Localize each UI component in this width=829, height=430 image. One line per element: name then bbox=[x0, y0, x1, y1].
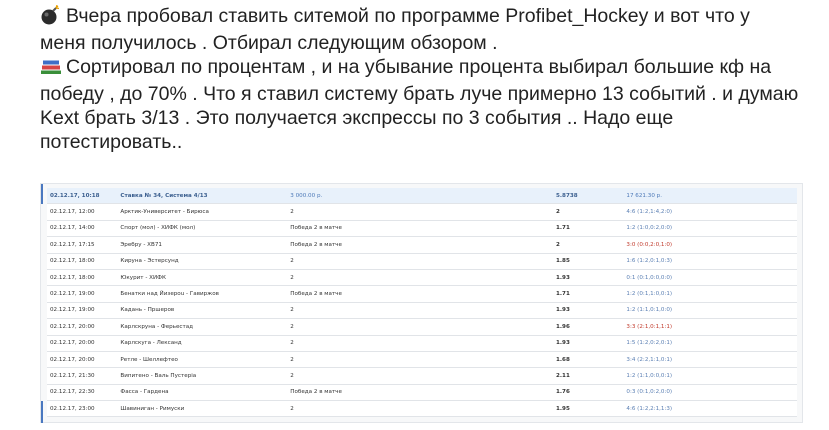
row-bet: Победа 2 в матче bbox=[287, 237, 553, 253]
row-match: Спорт (мол) - ХИФК (мол) bbox=[117, 220, 287, 236]
row-match: Карлскуга - Лександ bbox=[117, 335, 287, 351]
row-match: Ретле - Шеллефтео bbox=[117, 351, 287, 367]
bet-screenshot bbox=[40, 183, 803, 423]
row-score: 3:0 (0:0,2:0,1:0) bbox=[623, 237, 797, 253]
table-row bbox=[47, 368, 797, 384]
row-match: Фасса - Гардена bbox=[117, 384, 287, 400]
post-line-3 bbox=[40, 55, 820, 82]
row-bet: 2 bbox=[287, 368, 553, 384]
table-row bbox=[47, 319, 797, 335]
row-datetime: 02.12.17, 18:00 bbox=[47, 253, 117, 269]
row-odd: 2 bbox=[553, 237, 623, 253]
post-text-2: меня получилось . Отбирал следующим обзором . bbox=[40, 32, 498, 54]
row-odd: 1.93 bbox=[553, 335, 623, 351]
bet-table bbox=[47, 188, 797, 417]
blue-marker-top bbox=[41, 184, 43, 204]
table-row bbox=[47, 253, 797, 269]
row-bet: 2 bbox=[287, 351, 553, 367]
row-bet: 2 bbox=[287, 401, 553, 417]
row-match: Випитено - Валь Пустерia bbox=[117, 368, 287, 384]
table-row bbox=[47, 204, 797, 220]
row-odd: 2.11 bbox=[553, 368, 623, 384]
row-match: Кируна - Эстерсунд bbox=[117, 253, 287, 269]
row-bet: Победа 2 в матче bbox=[287, 220, 553, 236]
table-row bbox=[47, 335, 797, 351]
row-score: 4:6 (1:2,2:1,1:3) bbox=[623, 401, 797, 417]
row-datetime: 02.12.17, 12:00 bbox=[47, 204, 117, 220]
row-score: 0:3 (0:1,0:2,0:0) bbox=[623, 384, 797, 400]
row-score: 1:5 (1:2,0:2,0:1) bbox=[623, 335, 797, 351]
table-row bbox=[47, 384, 797, 400]
row-bet: 2 bbox=[287, 204, 553, 220]
row-match: Кадань - Пршеров bbox=[117, 302, 287, 318]
row-match: Бенатки над Йизерou - Гавиржов bbox=[117, 286, 287, 302]
row-datetime: 02.12.17, 22:30 bbox=[47, 384, 117, 400]
row-score: 4:6 (1:2,1:4,2:0) bbox=[623, 204, 797, 220]
row-datetime: 02.12.17, 19:00 bbox=[47, 286, 117, 302]
post-text-6: потестировать.. bbox=[40, 131, 183, 153]
blue-marker-bottom bbox=[41, 401, 43, 423]
row-match: Юкурит - ХИФК bbox=[117, 269, 287, 285]
header-datetime: 02.12.17, 10:18 bbox=[47, 188, 117, 204]
table-row bbox=[47, 237, 797, 253]
post-text-3: Сортировал по процентам , и на убывание процента выбирал большие кф на bbox=[66, 56, 772, 78]
row-datetime: 02.12.17, 20:00 bbox=[47, 335, 117, 351]
post-text bbox=[40, 4, 820, 154]
row-bet: 2 bbox=[287, 335, 553, 351]
row-odd: 1.95 bbox=[553, 401, 623, 417]
books-icon bbox=[40, 56, 62, 82]
row-odd: 1.85 bbox=[553, 253, 623, 269]
row-score: 1:2 (1:1,0:1,0:0) bbox=[623, 302, 797, 318]
row-odd: 2 bbox=[553, 204, 623, 220]
row-datetime: 02.12.17, 17:15 bbox=[47, 237, 117, 253]
row-match: Шавиниган - Римуски bbox=[117, 401, 287, 417]
row-datetime: 02.12.17, 21:30 bbox=[47, 368, 117, 384]
row-score: 3:4 (2:2,1:1,0:1) bbox=[623, 351, 797, 367]
post-text-1: Вчера пробовал ставить ситемой по программе Profibet_Hockey и вот что у bbox=[66, 5, 750, 27]
row-match: Карлскруна - Ферьестад bbox=[117, 319, 287, 335]
row-odd: 1.93 bbox=[553, 302, 623, 318]
row-bet: Победа 2 в матче bbox=[287, 286, 553, 302]
table-row bbox=[47, 302, 797, 318]
table-row bbox=[47, 220, 797, 236]
table-row bbox=[47, 269, 797, 285]
row-score: 1:6 (1:2,0:1,0:3) bbox=[623, 253, 797, 269]
table-row bbox=[47, 286, 797, 302]
row-odd: 1.96 bbox=[553, 319, 623, 335]
table-row bbox=[47, 401, 797, 417]
header-winnings: 17 621.30 р. bbox=[623, 188, 797, 204]
row-match: Эребру - ХВ71 bbox=[117, 237, 287, 253]
row-datetime: 02.12.17, 14:00 bbox=[47, 220, 117, 236]
header-odds: 5.8738 bbox=[553, 188, 623, 204]
row-datetime: 02.12.17, 19:00 bbox=[47, 302, 117, 318]
row-odd: 1.93 bbox=[553, 269, 623, 285]
bet-header-row bbox=[47, 188, 797, 204]
row-datetime: 02.12.17, 20:00 bbox=[47, 351, 117, 367]
row-match: Арктик-Университет - Бирюса bbox=[117, 204, 287, 220]
post-text-5: Kext брать 3/13 . Это получается экспрессы по 3 события .. Надо еще bbox=[40, 107, 674, 129]
row-datetime: 02.12.17, 18:00 bbox=[47, 269, 117, 285]
row-bet: 2 bbox=[287, 269, 553, 285]
row-odd: 1.71 bbox=[553, 286, 623, 302]
row-bet: 2 bbox=[287, 302, 553, 318]
row-score: 1:2 (1:0,0:2,0:0) bbox=[623, 220, 797, 236]
row-bet: 2 bbox=[287, 319, 553, 335]
row-bet: 2 bbox=[287, 253, 553, 269]
header-amount: 3 000.00 р. bbox=[287, 188, 553, 204]
row-score: 3:3 (2:1,0:1,1:1) bbox=[623, 319, 797, 335]
post-text-4: победу , до 70% . Что я ставил систему брать луче примерно 13 событий . и думаю bbox=[40, 83, 799, 105]
row-datetime: 02.12.17, 20:00 bbox=[47, 319, 117, 335]
bomb-icon bbox=[40, 5, 62, 31]
row-odd: 1.71 bbox=[553, 220, 623, 236]
row-score: 1:2 (1:1,0:0,0:1) bbox=[623, 368, 797, 384]
row-score: 0:1 (0:1,0:0,0:0) bbox=[623, 269, 797, 285]
row-score: 1:2 (0:1,1:0,0:1) bbox=[623, 286, 797, 302]
header-title: Ставка № 34, Система 4/13 bbox=[117, 188, 287, 204]
row-odd: 1.76 bbox=[553, 384, 623, 400]
row-odd: 1.68 bbox=[553, 351, 623, 367]
row-bet: Победа 2 в матче bbox=[287, 384, 553, 400]
post-line-1 bbox=[40, 4, 820, 31]
row-datetime: 02.12.17, 23:00 bbox=[47, 401, 117, 417]
table-row bbox=[47, 351, 797, 367]
